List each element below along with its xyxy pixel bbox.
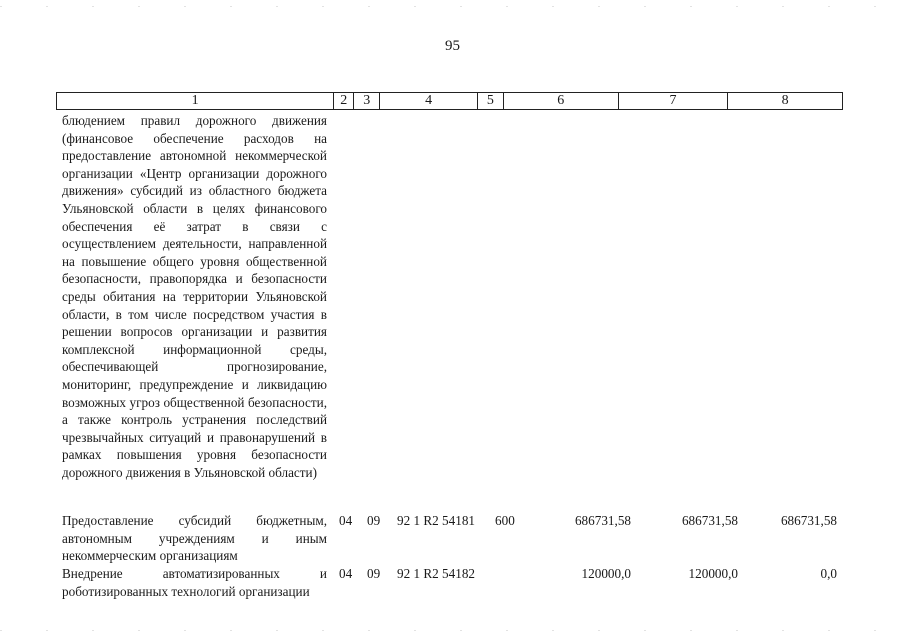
scan-artifact-top [0, 6, 905, 7]
header-cell-5: 5 [478, 93, 504, 109]
header-cell-3: 3 [354, 93, 380, 109]
header-cell-6: 6 [504, 93, 619, 109]
table-cell-amount-7: 120000,0 [688, 566, 738, 581]
table-row-description: Предоставление субсидий бюджетным, автономным учреждениям и иным некоммерческим организациям [62, 513, 327, 564]
scan-artifact-bottom [0, 630, 905, 631]
table-cell-amount-8: 686731,58 [780, 513, 837, 528]
header-cell-7: 7 [619, 93, 729, 109]
table-cell-expense-type: 600 [495, 513, 515, 528]
table-cell-amount-6: 686731,58 [574, 513, 631, 528]
table-cell-amount-7: 686731,58 [681, 513, 738, 528]
table-cell-amount-8: 0,0 [820, 566, 837, 581]
table-cell-section: 04 [339, 513, 353, 528]
header-cell-4: 4 [380, 93, 478, 109]
table-cell-subsection: 09 [367, 566, 381, 581]
table-row-description: Внедрение автоматизированных и роботизированных технологий организации [62, 566, 327, 599]
header-cell-2: 2 [334, 93, 354, 109]
table-cell-subsection: 09 [367, 513, 381, 528]
table-cell-target-article: 92 1 R2 54181 [397, 513, 476, 528]
table-header-row [56, 92, 843, 110]
header-cell-8: 8 [781, 93, 789, 108]
table-cell-target-article: 92 1 R2 54182 [397, 566, 476, 581]
table-row-description: блюдением правил дорожного движения (финансовое обеспечение расходов на предоставление автономной некоммерческой организации «Центр организации дорожного движения» субсидий из областного бюджета Ульяновской области в целях финансового обеспечения её затрат в связи с осуществлением деятельности, направленной на повышение общего уровня общественной безопасности, правопорядка и безопасности среды обитания на территории Ульяновской области, в том числе посредством участия в решении вопросов организации и развития комплексной информационной среды, обеспечивающей прогнозирование, мониторинг, предупреждение и ликвидацию возможных угроз общественной безопасности, а также контроль устранения последствий чрезвычайных ситуаций и правонарушений в рамках повышения уровня безопасности дорожного движения в Ульяновской области) [62, 113, 327, 480]
table-cell-amount-6: 120000,0 [581, 566, 631, 581]
table-cell-section: 04 [339, 566, 353, 581]
page-number: 95 [445, 38, 460, 54]
header-cell-1: 1 [57, 93, 334, 109]
